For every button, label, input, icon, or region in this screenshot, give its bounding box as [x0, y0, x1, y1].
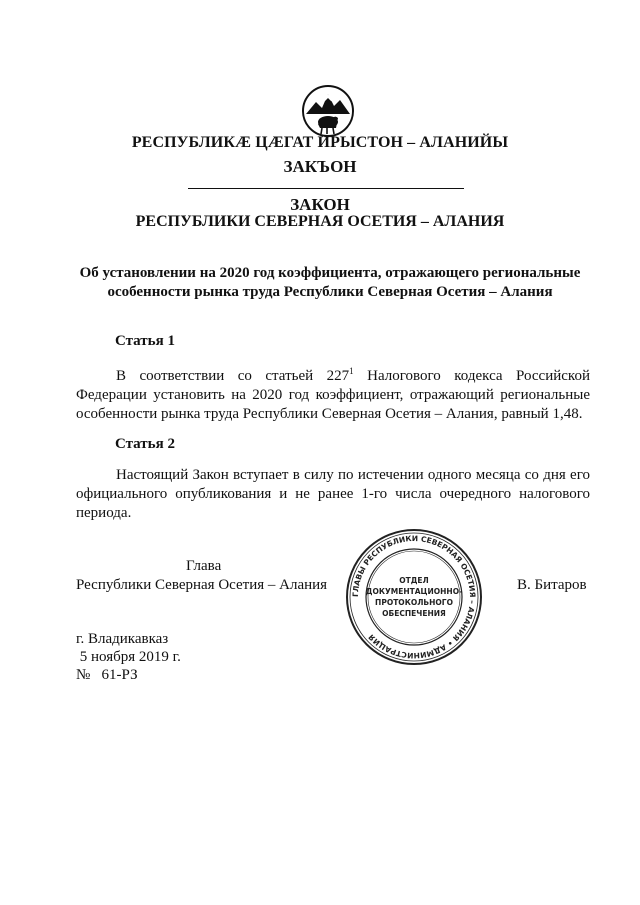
article-2-line-3: периода.	[76, 505, 132, 521]
republic-title-russian: РЕСПУБЛИКИ СЕВЕРНАЯ ОСЕТИЯ – АЛАНИЯ	[135, 213, 505, 230]
svg-text:ГЛАВЫ РЕСПУБЛИКИ СЕВЕРНАЯ ОСЕТ	[351, 534, 477, 660]
official-stamp-icon	[344, 527, 484, 667]
stamp-inner-line-2: ДОКУМЕНТАЦИОННО-	[365, 587, 463, 596]
stamp-inner-line-4: ОБЕСПЕЧЕНИЯ	[382, 609, 446, 618]
law-title-ossetian: ЗАКЪОН	[283, 157, 357, 176]
article-2-line-1: Настоящий Закон вступает в силу по истечении одного месяца со дня его	[116, 467, 590, 483]
article-1-superscript: 1	[349, 366, 354, 376]
signatory-name: В. Битаров	[517, 577, 587, 593]
law-subject-line-2: особенности рынка труда Республики Северная Осетия – Алания	[107, 284, 553, 300]
article-2-title: Статья 2	[115, 436, 175, 452]
article-1-title: Статья 1	[115, 333, 175, 349]
law-subject-line-1: Об установлении на 2020 год коэффициента, отражающего региональные	[79, 265, 581, 281]
signature-subtitle: Республики Северная Осетия – Алания	[76, 577, 328, 593]
header-divider	[188, 188, 464, 189]
republic-title-ossetian: РЕСПУБЛИКÆ ЦÆГАТ ИРЫСТОН – АЛАНИЙЫ	[131, 134, 509, 151]
article-1-line-1-part-1: В соответствии со статьей 227	[116, 368, 350, 384]
city: г. Владикавказ	[76, 631, 169, 647]
article-1-line-1	[76, 367, 590, 386]
law-title-russian: ЗАКОН	[290, 195, 350, 214]
stamp-inner-line-1: ОТДЕЛ	[399, 576, 429, 585]
article-1-line-2: Федерации установить на 2020 год коэффициент, отражающий региональные	[76, 387, 590, 403]
article-1-line-3: особенности рынка труда Республики Северная Осетия – Алания, равный 1,48.	[76, 406, 583, 422]
date: 5 ноября 2019 г.	[76, 649, 181, 665]
document-footer	[76, 630, 181, 684]
stamp-outer-text: ГЛАВЫ РЕСПУБЛИКИ СЕВЕРНАЯ ОСЕТИЯ – АЛАНИЯ • АДМИНИСТРАЦИЯ	[350, 533, 478, 661]
article-1-line-1-part-2: Налогового кодекса Российской	[353, 368, 590, 384]
article-2-line-2: официального опубликования и не ранее 1-го числа очередного налогового	[76, 486, 590, 502]
law-number: № 61-РЗ	[76, 667, 138, 683]
article-2-text	[76, 466, 590, 523]
law-subject	[70, 264, 590, 302]
stamp-inner-line-3: ПРОТОКОЛЬНОГО	[375, 598, 453, 607]
coat-of-arms-icon	[300, 84, 356, 138]
signature-title: Глава	[186, 558, 222, 574]
article-1-text	[76, 367, 590, 424]
